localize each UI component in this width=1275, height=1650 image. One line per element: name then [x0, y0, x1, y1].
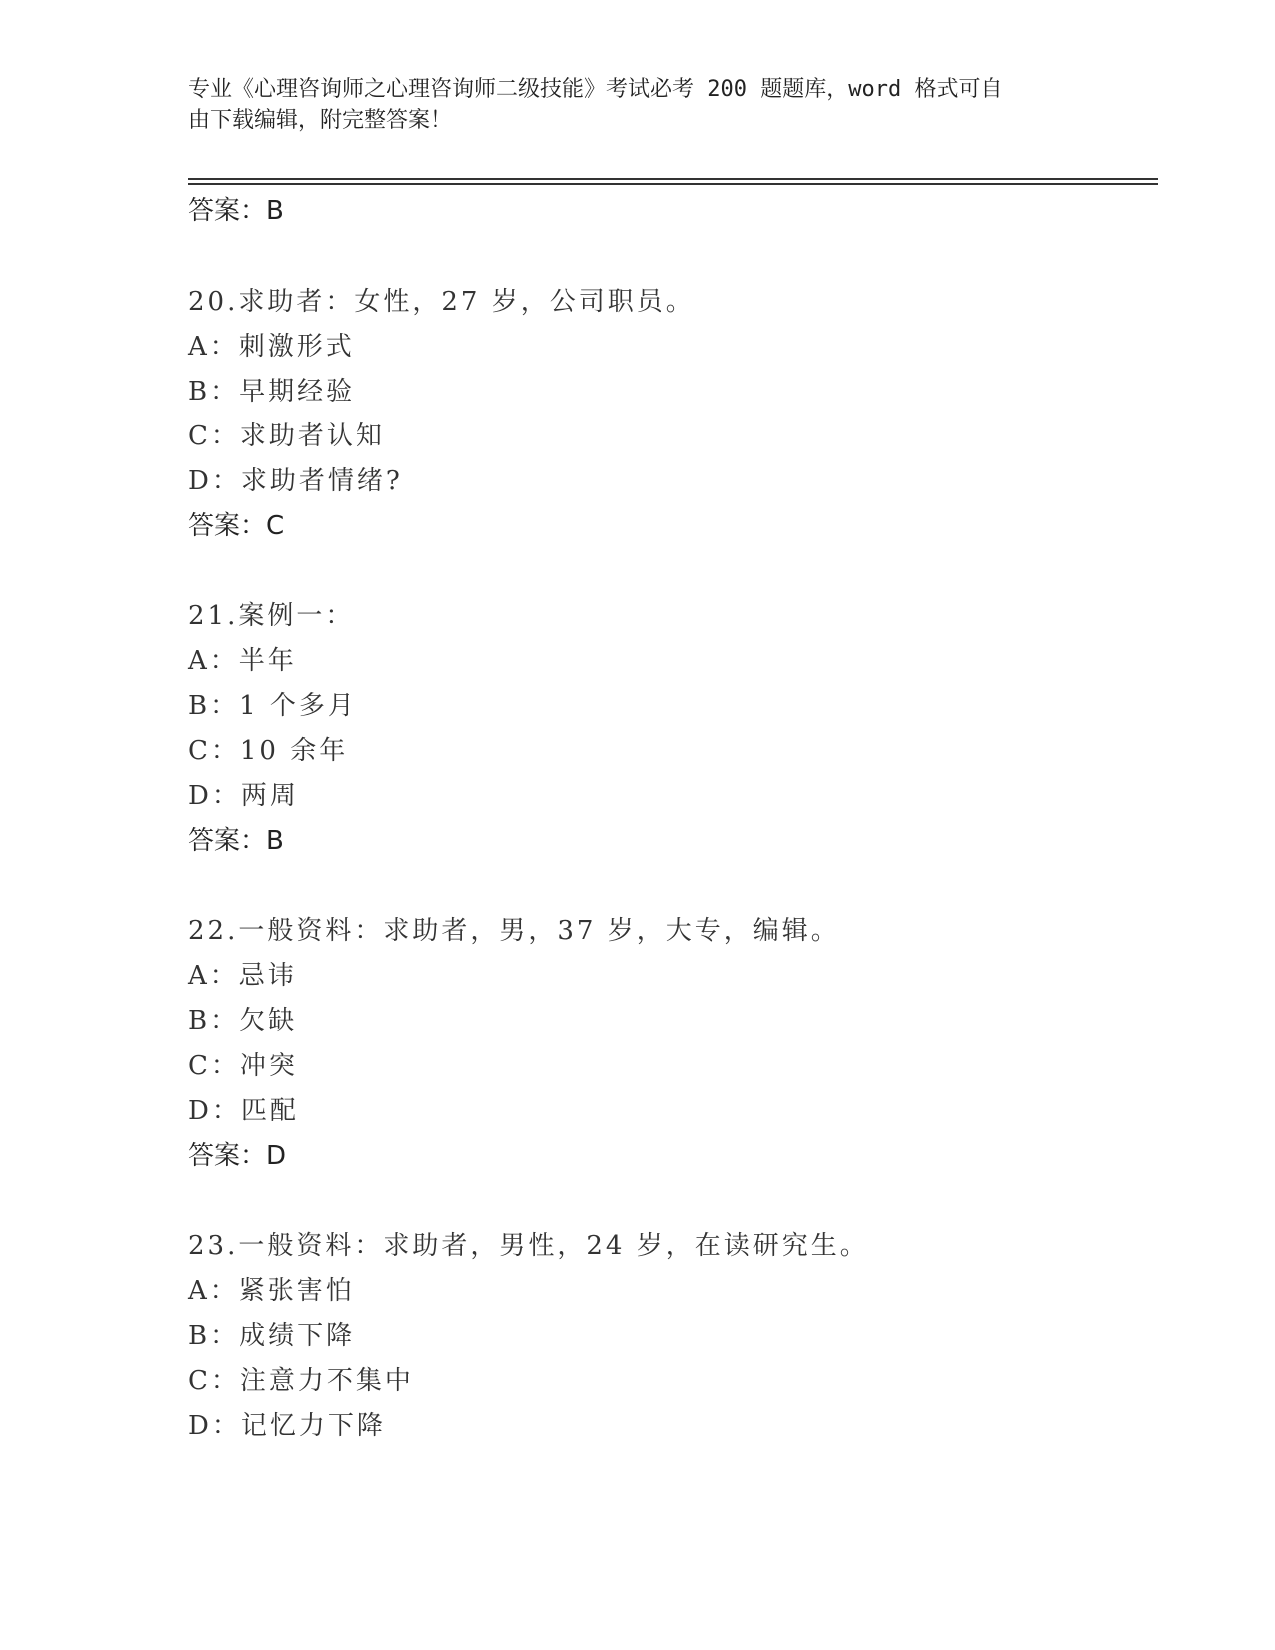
question-20-option-c: C：求助者认知 — [188, 421, 385, 451]
header-line-2: 由下载编辑，附完整答案！ — [188, 108, 453, 133]
answer-19: 答案：B — [188, 196, 284, 226]
question-22-option-c: C：冲突 — [188, 1051, 298, 1081]
question-23: 23.一般资料：求助者，男性，24 岁，在读研究生。 — [188, 1231, 869, 1261]
question-20-option-b: B：早期经验 — [188, 377, 356, 407]
question-23-option-b: B：成绩下降 — [188, 1321, 356, 1351]
answer-20: 答案：C — [188, 511, 285, 541]
question-23-option-a: A：紧张害怕 — [188, 1276, 355, 1306]
question-22: 22.一般资料：求助者，男，37 岁，大专，编辑。 — [188, 916, 840, 946]
header-divider-top — [188, 178, 1158, 180]
question-22-option-d: D：匹配 — [188, 1096, 299, 1126]
question-21-option-d: D：两周 — [188, 781, 299, 811]
question-20-option-d: D：求助者情绪? — [188, 466, 403, 496]
question-22-option-b: B：欠缺 — [188, 1006, 298, 1036]
question-23-option-c: C：注意力不集中 — [188, 1366, 414, 1396]
document-header — [188, 74, 1068, 136]
question-22-option-a: A：忌讳 — [188, 961, 297, 991]
question-20-option-a: A：刺激形式 — [188, 332, 355, 362]
question-23-option-d: D：记忆力下降 — [188, 1411, 386, 1441]
header-divider-bottom — [188, 183, 1158, 185]
question-20: 20.求助者：女性，27 岁，公司职员。 — [188, 287, 695, 317]
question-21-option-c: C：10 余年 — [188, 736, 349, 766]
question-21-option-b: B：1 个多月 — [188, 691, 357, 721]
question-21-option-a: A：半年 — [188, 646, 297, 676]
answer-22: 答案：D — [188, 1141, 287, 1171]
question-21: 21.案例一： — [188, 601, 355, 631]
header-line-1: 专业《心理咨询师之心理咨询师二级技能》考试必考 200 题题库，word 格式可自 — [188, 77, 1003, 102]
answer-21: 答案：B — [188, 826, 284, 856]
